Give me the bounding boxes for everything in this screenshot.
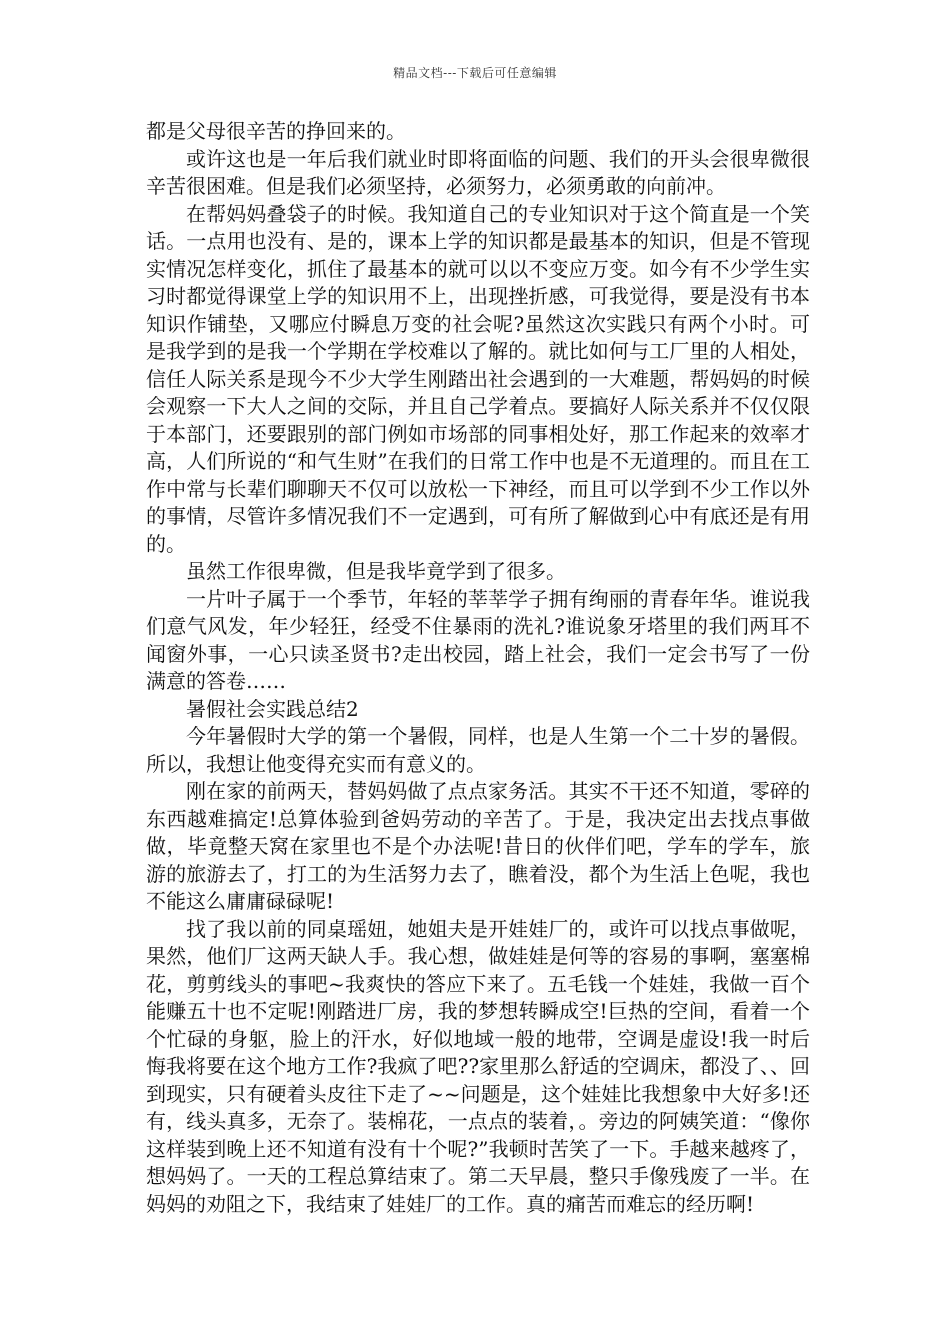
paragraph-5: 一片叶子属于一个季节，年轻的莘莘学子拥有绚丽的青春年华。谁说我们意气风发，年少轻狂，经受不住暴雨的洗礼?谁说象牙塔里的我们两耳不闻窗外事，一心只读圣贤书?走出校园，踏上社会，我们一定会书写了一份满意的答卷…… xyxy=(146,586,810,693)
paragraph-3: 在帮妈妈叠袋子的时候。我知道自己的专业知识对于这个简直是一个笑话。一点用也没有、是的，课本上学的知识都是最基本的知识，但是不管现实情况怎样变化，抓住了最基本的就可以以不变应万变。如今有不少学生实习时都觉得课堂上学的知识用不上，出现挫折感，可我觉得，要是没有书本知识作铺垫，又哪应付瞬息万变的社会呢?虽然这次实践只有两个小时。可是我学到的是我一个学期在学校难以了解的。就比如何与工厂里的人相处，信任人际关系是现今不少大学生刚踏出社会遇到的一大难题，帮妈妈的时候会观察一下大人之间的交际，并且自己学着点。要搞好人际关系并不仅仅限于本部门，还要跟别的部门例如市场部的同事相处好，那工作起来的效率才高，人们所说的“和气生财”在我们的日常工作中也是不无道理的。而且在工作中常与长辈们聊聊天不仅可以放松一下神经，而且可以学到不少工作以外的事情，尽管许多情况我们不一定遇到，可有所了解做到心中有底还是有用的。 xyxy=(146,201,810,556)
page-header: 精品文档---下载后可任意编辑 xyxy=(393,66,557,80)
paragraph-1: 都是父母很辛苦的挣回来的。 xyxy=(146,119,406,143)
paragraph-9: 找了我以前的同桌瑶妞，她姐夫是开娃娃厂的，或许可以找点事做呢，果然，他们厂这两天缺人手。我心想，做娃娃是何等的容易的事啊，塞塞棉花，剪剪线头的事吧~我爽快的答应下来了。五毛钱一个娃娃，我做一百个能赚五十也不定呢!刚踏进厂房，我的梦想转瞬成空!巨热的空间，看着一个个忙碌的身躯，脸上的汗水，好似地域一般的地带，空调是虚设!我一时后悔我将要在这个地方工作?我疯了吧??家里那么舒适的空调床，都没了、、回到现实，只有硬着头皮往下走了~~问题是，这个娃娃比我想象中大好多!还有，线头真多，无奈了。装棉花，一点点的装着，。旁边的阿姨笑道：“像你这样装到晚上还不知道有没有十个呢?”我顿时苦笑了一下。手越来越疼了，想妈妈了。一天的工程总算结束了。第二天早晨，整只手像残废了一半。在妈妈的劝阻之下，我结束了娃娃厂的工作。真的痛苦而难忘的经历啊! xyxy=(146,916,810,1216)
paragraph-2: 或许这也是一年后我们就业时即将面临的问题、我们的开头会很卑微很辛苦很困难。但是我们必须坚持，必须努力，必须勇敢的向前冲。 xyxy=(146,146,810,198)
paragraph-4: 虽然工作很卑微，但是我毕竟学到了很多。 xyxy=(186,559,566,583)
section-heading: 暑假社会实践总结2 xyxy=(186,696,359,721)
document-body xyxy=(146,118,810,1218)
paragraph-8: 刚在家的前两天，替妈妈做了点点家务活。其实不干还不知道，零碎的东西越难搞定!总算体验到爸妈劳动的辛苦了。于是，我决定出去找点事做做，毕竟整天窝在家里也不是个办法呢!昔日的伙伴们吧，学车的学车，旅游的旅游去了，打工的为生活努力去了，瞧着没，都个为生活上色呢，我也不能这么庸庸碌碌呢! xyxy=(146,779,810,913)
paragraph-7: 今年暑假时大学的第一个暑假，同样，也是人生第一个二十岁的暑假。所以，我想让他变得充实而有意义的。 xyxy=(146,724,810,776)
